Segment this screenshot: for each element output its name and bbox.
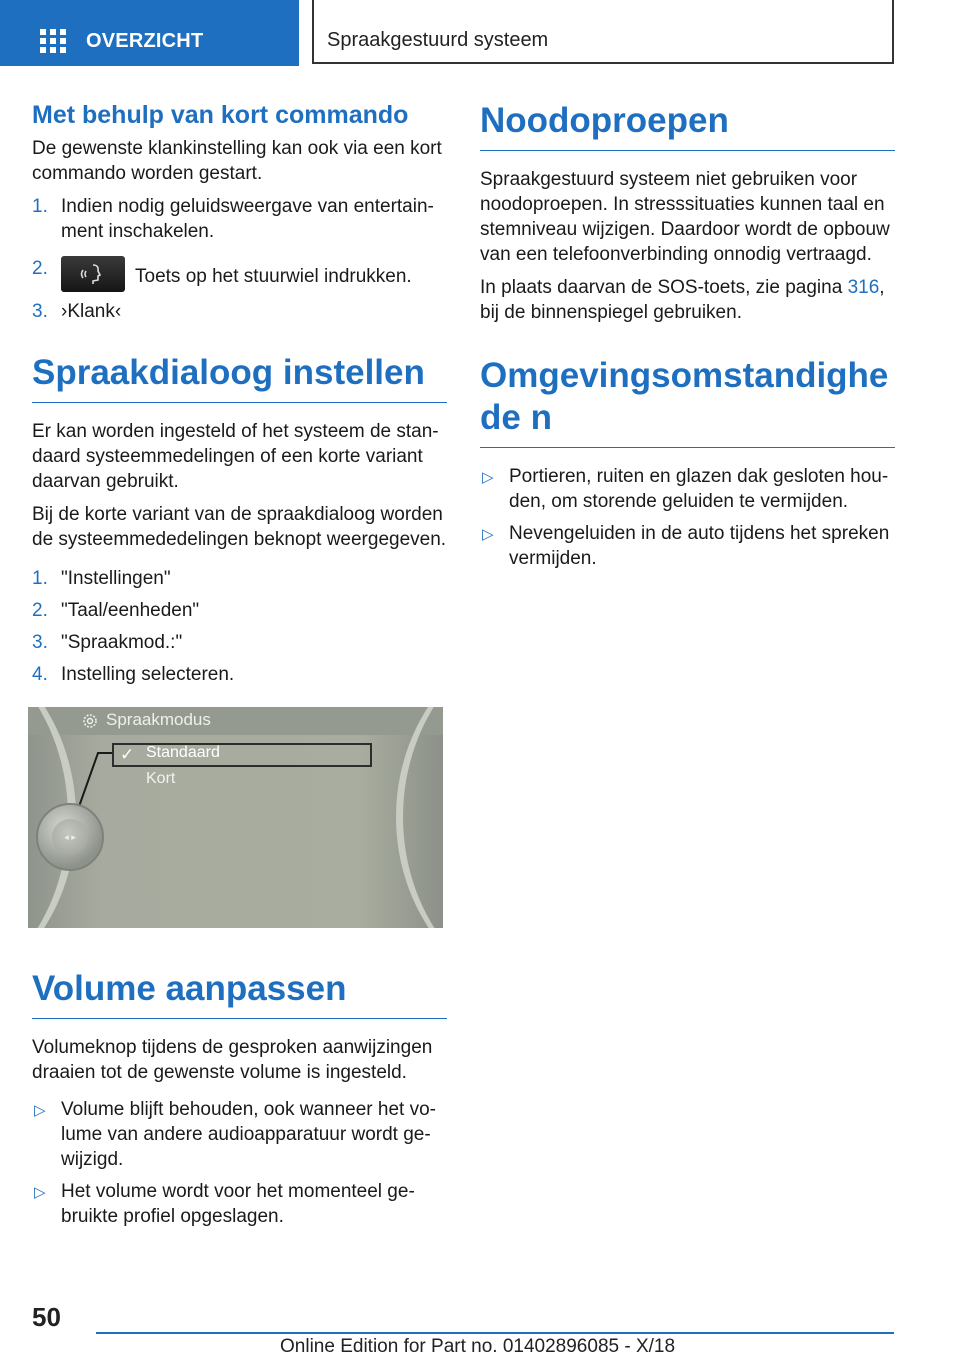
volume-bullets [32, 1097, 447, 1229]
step-number: 2. [32, 600, 48, 621]
voice-button-icon [61, 256, 125, 292]
step-text: Indien nodig geluidsweergave van entertainment inschakelen. [61, 196, 434, 242]
overview-tab-label: OVERZICHT [86, 30, 204, 52]
step-text: "Spraakmod.:" [61, 632, 183, 653]
para-text: , bij de binnenspiegel gebruiken. [480, 277, 885, 323]
step-number: 2. [32, 258, 48, 279]
spraakdialoog-para-1: Er kan worden ingesteld of het systeem de standaard systeemmedelingen of een korte variant daarvan gebruikt. [32, 421, 439, 492]
list-item [32, 1179, 447, 1229]
bullet-text: Portieren, ruiten en glazen dak gesloten houden, om storende geluiden te vermijden. [509, 466, 889, 512]
para-text: In plaats daarvan de SOS-toets, zie pagina [480, 277, 848, 298]
controller-knob-icon: ◂ ▸ [36, 803, 104, 871]
list-item [32, 256, 447, 292]
triangle-bullet-icon: ▷ [34, 1184, 46, 1201]
grid-icon [40, 29, 66, 51]
list-item [32, 194, 447, 244]
list-item [32, 598, 447, 623]
list-item [32, 1097, 447, 1172]
footer-edition: Online Edition for Part no. 01402896085 - X/18 [280, 1336, 676, 1357]
step-number: 3. [32, 632, 48, 653]
noodoproepen-para-1: Spraakgestuurd systeem niet gebruiken voor noodoproepen. In stresssituaties kunnen taal en stemniveau wijzigen. Daardoor wordt de opbouw van een telefoonverbinding onnodig vertraagd. [480, 169, 890, 265]
noodoproepen-para-2 [480, 275, 895, 325]
step-text: Instelling selecteren. [61, 664, 235, 685]
step-text: "Taal/eenheden" [61, 600, 200, 621]
heading-volume: Volume aanpassen [32, 968, 447, 1019]
bullet-text: Het volume wordt voor het momenteel gebruikte profiel opgeslagen. [61, 1181, 415, 1227]
footer-divider [96, 1332, 894, 1334]
option-kort: Kort [146, 770, 176, 787]
step-text: ›Klank‹ [61, 301, 122, 322]
step-number: 1. [32, 568, 48, 589]
right-column [480, 100, 895, 579]
heading-noodoproepen: Noodoproepen [480, 100, 895, 151]
omgeving-bullets [480, 464, 895, 571]
triangle-bullet-icon: ▷ [34, 1102, 46, 1119]
kort-commando-intro: De gewenste klankinstelling kan ook via een kort commando worden gestart. [32, 138, 442, 184]
heading-kort-commando: Met behulp van kort commando [32, 101, 409, 129]
overview-tab[interactable] [0, 0, 299, 66]
list-item [32, 566, 447, 591]
page-link[interactable]: 316 [847, 277, 880, 298]
bullet-text: Volume blijft behouden, ook wanneer het volume van andere audioapparatuur wordt gewijzigd. [61, 1099, 436, 1170]
list-item [480, 464, 895, 514]
volume-para: Volumeknop tijdens de gesproken aanwijzingen draaien tot de gewenste volume is ingesteld. [32, 1037, 433, 1083]
checkmark-icon: ✓ [120, 745, 135, 764]
step-text: "Instellingen" [61, 568, 171, 589]
spraakdialoog-para-2: Bij de korte variant van de spraakdialoog worden de systeemmededelingen beknopt weergegeven. [32, 504, 447, 550]
step-number: 4. [32, 664, 48, 685]
option-standaard: Standaard [146, 744, 220, 761]
spraakdialoog-steps [32, 566, 447, 687]
kort-commando-steps [32, 194, 447, 324]
heading-omgeving: Omgevingsomstandighede n [480, 355, 895, 448]
step-text: Toets op het stuurwiel indrukken. [135, 266, 412, 287]
chapter-title: Spraakgestuurd systeem [327, 29, 549, 51]
triangle-bullet-icon: ▷ [482, 526, 494, 543]
page-number: 50 [32, 1302, 61, 1332]
bullet-text: Nevengeluiden in de auto tijdens het spreken vermijden. [509, 523, 890, 569]
list-item [32, 299, 447, 324]
screen-title: Spraakmodus [106, 710, 211, 729]
chapter-header [312, 0, 894, 64]
list-item [32, 662, 447, 687]
list-item [32, 630, 447, 655]
speech-mode-screen-figure [28, 707, 443, 928]
left-column [32, 100, 447, 1237]
step-number: 1. [32, 196, 48, 217]
list-item [480, 521, 895, 571]
heading-spraakdialoog: Spraakdialoog instellen [32, 352, 447, 403]
triangle-bullet-icon: ▷ [482, 469, 494, 486]
step-number: 3. [32, 301, 48, 322]
